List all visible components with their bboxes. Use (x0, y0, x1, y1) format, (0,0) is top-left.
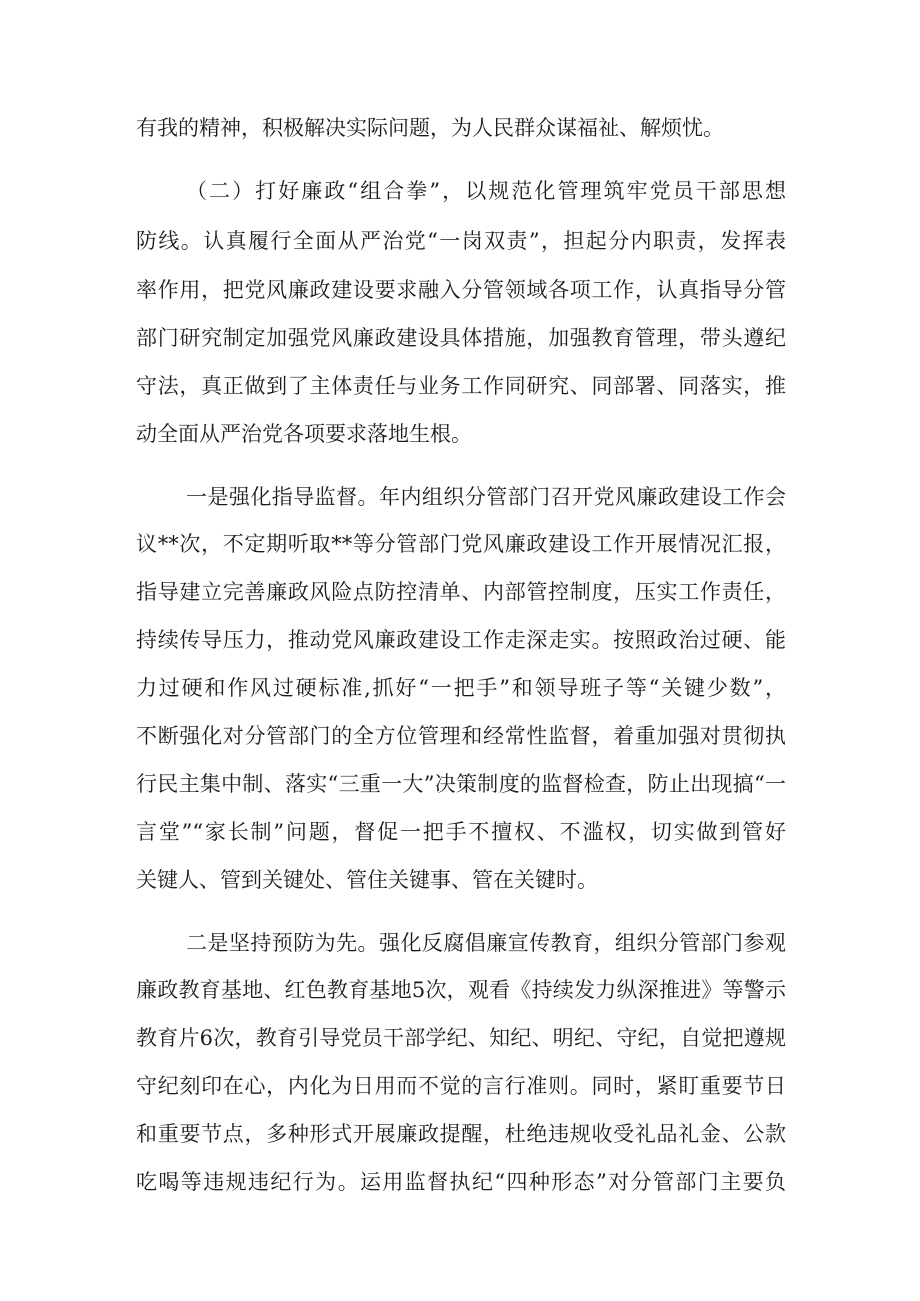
text-line: 关键人、管到关键处、管住关键事、管在关键时。 (136, 868, 598, 892)
text-line: 守纪刻印在心，内化为日用而不觉的言行准则。同时，紧盯重要节日 (136, 1074, 786, 1098)
text-line: 有我的精神，积极解决实际问题，为人民群众谋福祉、解烦忧。 (136, 116, 724, 140)
text-line: 行民主集中制、落实“三重一大”决策制度的监督检查，防止出现搞“一 (136, 772, 786, 796)
paragraph-start-line: 二是坚持预防为先。强化反腐倡廉宣传教育，组织分管部门参观 (186, 931, 786, 955)
text-line: 言堂”“家长制”问题，督促一把手不擅权、不滥权，切实做到管好 (136, 820, 786, 844)
text-line: 率作用，把党风廉政建设要求融入分管领域各项工作，认真指导分管 (136, 278, 786, 302)
section-heading-line: （二）打好廉政“组合拳”，以规范化管理筑牢党员干部思想 (186, 179, 786, 203)
text-line: 力过硬和作风过硬标准,抓好“一把手”和领导班子等“关键少数”， (136, 676, 786, 700)
text-line: 持续传导压力，推动党风廉政建设工作走深走实。按照政治过硬、能 (136, 628, 786, 652)
text-line: 议**次，不定期听取**等分管部门党风廉政建设工作开展情况汇报， (136, 532, 786, 556)
text-line: 教育片6次，教育引导党员干部学纪、知纪、明纪、守纪，自觉把遵规 (136, 1026, 786, 1050)
text-line: 部门研究制定加强党风廉政建设具体措施，加强教育管理，带头遵纪 (136, 326, 786, 350)
text-line: 吃喝等违规违纪行为。运用监督执纪“四种形态”对分管部门主要负 (136, 1170, 786, 1194)
text-line: 和重要节点，多种形式开展廉政提醒，杜绝违规收受礼品礼金、公款 (136, 1122, 786, 1146)
text-line: 指导建立完善廉政风险点防控清单、内部管控制度，压实工作责任， (136, 580, 786, 604)
text-line: 不断强化对分管部门的全方位管理和经常性监督，着重加强对贯彻执 (136, 724, 786, 748)
text-line: 廉政教育基地、红色教育基地5次，观看《持续发力纵深推进》等警示 (136, 978, 786, 1002)
text-line: 防线。认真履行全面从严治党“一岗双责”，担起分内职责，发挥表 (136, 229, 786, 253)
text-line: 动全面从严治党各项要求落地生根。 (136, 422, 472, 446)
text-line: 守法，真正做到了主体责任与业务工作同研究、同部署、同落实，推 (136, 374, 786, 398)
paragraph-start-line: 一是强化指导监督。年内组织分管部门召开党风廉政建设工作会 (186, 485, 786, 509)
